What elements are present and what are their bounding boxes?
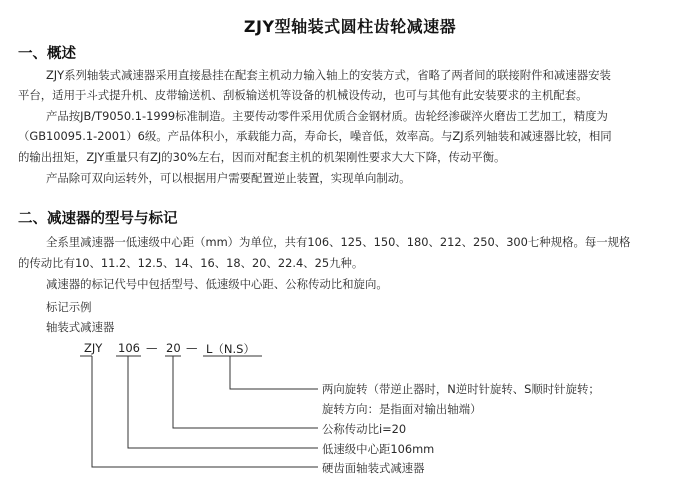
section-heading-overview: 一、概述 — [18, 46, 76, 62]
annotation-ratio: 公称传动比i=20 — [322, 422, 407, 436]
paragraph-line: 平台，适用于斗式提升机、皮带输送机、刮板输送机等设备的机械设传动，也可与其他有此安装要求的主机配套。 — [18, 88, 588, 102]
annotation-model: 硬齿面轴装式减速器 — [322, 461, 425, 475]
leader-line-ratio — [165, 356, 318, 428]
code-ratio: 20 — [166, 341, 181, 355]
annotation-direction-note: 旋转方向：是指面对输出轴端） — [322, 402, 482, 416]
paragraph-line: 全系里减速器一低速级中心距（mm）为单位，共有106、125、150、180、212、250、300七种规格。每一规格 — [46, 235, 631, 249]
paragraph-line: 减速器的标记代号中包括型号、低速级中心距、公称传动比和旋向。 — [46, 277, 388, 291]
page-title: ZJY型轴装式圆柱齿轮减速器 — [243, 17, 457, 36]
leader-line-direction — [203, 356, 318, 389]
paragraph-line: 产品除可双向运转外，可以根据用户需要配置逆止装置，实现单向制动。 — [46, 171, 411, 185]
paragraph-line: （GB10095.1-2001）6级。产品体积小，承载能力高，寿命长，噪音低，效率高。与ZJ系列轴装和减速器比较，相同 — [18, 129, 612, 143]
code-dash: — — [186, 341, 198, 355]
leader-line-model — [80, 356, 318, 467]
code-direction: L（N.S） — [206, 342, 255, 356]
example-label: 标记示例 — [46, 300, 92, 314]
paragraph-line: 的传动比有10、11.2、12.5、14、16、18、20、22.4、25九种。 — [18, 256, 364, 270]
example-sublabel: 轴装式减速器 — [46, 320, 115, 334]
annotation-distance: 低速级中心距106mm — [322, 442, 435, 456]
code-model: ZJY — [84, 341, 103, 355]
section-heading-model: 二、减速器的型号与标记 — [18, 211, 178, 227]
paragraph-line: 的输出扭矩，ZJY重量只有ZJ的30%左右，因而对配套主机的机架刚性要求大大下降，传动平衡。 — [18, 150, 506, 164]
code-dash: — — [146, 341, 158, 355]
leader-line-distance — [116, 356, 318, 448]
annotation-direction: 两向旋转（带逆止器时，N逆时针旋转、S顺时针旋转； — [322, 382, 600, 396]
paragraph-line: 产品按JB/T9050.1-1999标准制造。主要传动零件采用优质合金钢材质。齿轮经渗碳淬火磨齿工艺加工，精度为 — [46, 109, 608, 123]
code-distance: 106 — [118, 341, 140, 355]
paragraph-line: ZJY系列轴装式减速器采用直接悬挂在配套主机动力输入轴上的安装方式，省略了两者间的联接附件和减速器安装 — [46, 68, 611, 82]
